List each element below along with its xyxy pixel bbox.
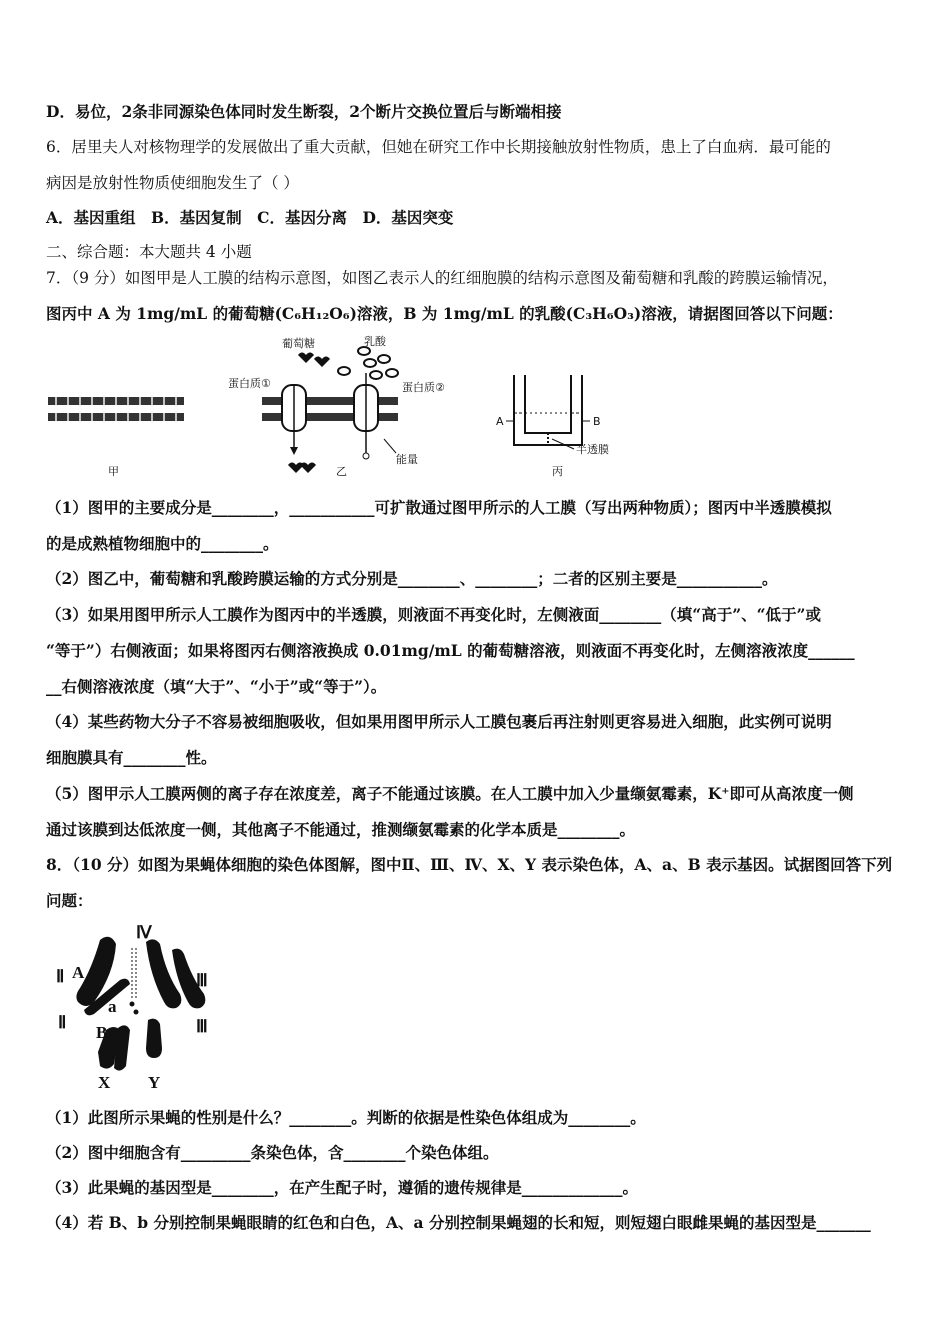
label-ii-lower: Ⅱ xyxy=(58,1013,67,1032)
label-y: Y xyxy=(148,1073,161,1092)
chromosome-figure xyxy=(44,920,224,1095)
label-bing: 丙 xyxy=(552,465,563,478)
label-yi: 乙 xyxy=(336,465,347,478)
question-8-stem-cont: 问题： xyxy=(46,891,93,910)
figure-bing-utube xyxy=(496,375,609,478)
label-x: X xyxy=(98,1073,111,1092)
label-jia: 甲 xyxy=(108,465,119,478)
q8-part2: （2）图中细胞含有_________条染色体，含________个染色体组。 xyxy=(46,1143,499,1162)
question-6-options: A．基因重组 B．基因复制 C．基因分离 D．基因突变 xyxy=(46,208,454,227)
label-iv: Ⅳ xyxy=(136,923,152,942)
label-protein-2: 蛋白质② xyxy=(402,381,445,394)
q7-part3: （3）如果用图甲所示人工膜作为图丙中的半透膜，则液面不再变化时，左侧液面________（填“高于”、“低于”或 xyxy=(46,605,821,624)
label-ii-upper: Ⅱ xyxy=(56,967,65,986)
section-heading: 二、综合题：本大题共 4 小题 xyxy=(46,243,252,261)
question-6-stem: 6．居里夫人对核物理学的发展做出了重大贡献，但她在研究工作中长期接触放射性物质，患上了白血病．最可能的 xyxy=(46,138,831,156)
q7-part4: （4）某些药物大分子不容易被细胞吸收，但如果用图甲所示人工膜包裹后再注射则更容易进入细胞，此实例可说明 xyxy=(46,712,832,731)
q7-part1: （1）图甲的主要成分是________，___________可扩散通过图甲所示的人工膜（写出两种物质）；图丙中半透膜模拟 xyxy=(46,498,832,517)
label-lactic-acid: 乳酸 xyxy=(364,335,386,348)
label-b-solution: B xyxy=(593,415,601,428)
q7-part3-cont: “等于”）右侧液面；如果将图丙右侧溶液换成 0.01mg/mL 的葡萄糖溶液，则液面不再变化时，左侧溶液浓度______ xyxy=(46,641,855,660)
q8-part3: （3）此果蝇的基因型是________，在产生配子时，遵循的遗传规律是_____________。 xyxy=(46,1178,639,1197)
label-protein-1: 蛋白质① xyxy=(228,377,271,390)
label-iii-upper: Ⅲ xyxy=(196,971,208,990)
chromosome-y xyxy=(146,1019,162,1058)
label-a-solution: A xyxy=(496,415,504,428)
figure-yi-membrane xyxy=(228,335,445,478)
label-semipermeable-membrane: 半透膜 xyxy=(576,443,609,456)
q7-part2: （2）图乙中，葡萄糖和乳酸跨膜运输的方式分别是________、________；二者的区别主要是___________。 xyxy=(46,569,778,588)
q7-part4-cont: 细胞膜具有________性。 xyxy=(46,748,217,767)
label-energy: 能量 xyxy=(396,453,418,466)
label-gene-b: B xyxy=(96,1023,108,1042)
question-6-stem-cont: 病因是放射性物质使细胞发生了（ ） xyxy=(46,174,299,192)
option-d-line: D．易位，2条非同源染色体同时发生断裂，2个断片交换位置后与断端相接 xyxy=(46,102,562,121)
q7-part3-cont2: __右侧溶液浓度（填“大于”、“小于”或“等于”）。 xyxy=(46,677,387,696)
membrane-figure xyxy=(44,335,644,483)
figure-jia-membrane xyxy=(48,397,184,478)
label-iii-lower: Ⅲ xyxy=(196,1017,208,1036)
q7-part1-cont: 的是成熟植物细胞中的________。 xyxy=(46,534,279,553)
question-8-stem: 8．（10 分）如图为果蝇体细胞的染色体图解，图中Ⅱ、Ⅲ、Ⅳ、X、Y 表示染色体，A、a、B 表示基因。试据图回答下列 xyxy=(46,855,893,874)
question-7-stem: 7．（9 分）如图甲是人工膜的结构示意图，如图乙表示人的红细胞膜的结构示意图及葡萄糖和乳酸的跨膜运输情况， xyxy=(46,269,838,287)
q7-part5: （5）图甲示人工膜两侧的离子存在浓度差，离子不能通过该膜。在人工膜中加入少量缬氨霉素，K⁺即可从高浓度一侧 xyxy=(46,784,854,803)
label-glucose: 葡萄糖 xyxy=(282,337,315,350)
q8-part4: （4）若 B、b 分别控制果蝇眼睛的红色和白色，A、a 分别控制果蝇翅的长和短，则短翅白眼雌果蝇的基因型是_______ xyxy=(46,1213,871,1232)
label-gene-a-upper: A xyxy=(72,963,85,982)
q8-part1: （1）此图所示果蝇的性别是什么？________。判断的依据是性染色体组成为________。 xyxy=(46,1108,646,1127)
question-7-stem-cont: 图丙中 A 为 1mg/mL 的葡萄糖(C₆H₁₂O₆)溶液，B 为 1mg/mL 的乳酸(C₃H₆O₃)溶液，请据图回答以下问题： xyxy=(46,304,843,323)
q7-part5-cont: 通过该膜到达低浓度一侧，其他离子不能通过，推测缬氨霉素的化学本质是________。 xyxy=(46,820,636,839)
label-gene-a-lower: a xyxy=(108,997,117,1016)
